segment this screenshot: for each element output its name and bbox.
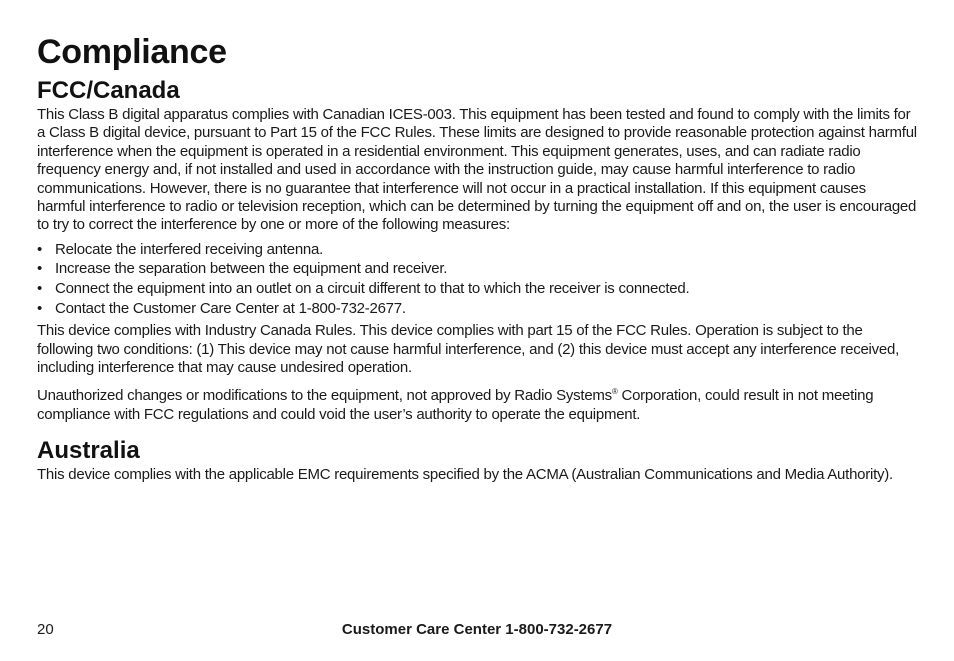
bullet-icon: • <box>37 299 43 317</box>
list-item-text: Increase the separation between the equipment and receiver. <box>55 260 448 278</box>
list-item-text: Connect the equipment into an outlet on a circuit different to that to which the receiver is connected. <box>55 280 690 298</box>
unauthorized-changes-paragraph <box>37 387 917 424</box>
registered-mark: ® <box>611 387 618 397</box>
bullet-icon: • <box>37 280 43 298</box>
list-item-text: Contact the Customer Care Center at 1-800-732-2677. <box>55 299 406 317</box>
page-number: 20 <box>37 621 54 638</box>
australia-paragraph: This device complies with the applicable EMC requirements specified by the ACMA (Australian Communications and Media Authority). <box>37 466 893 484</box>
footer-contact: Customer Care Center 1-800-732-2677 <box>341 621 613 638</box>
industry-canada-paragraph: This device complies with Industry Canada Rules. This device complies with part 15 of the FCC Rules. Operation is subject to the following two conditions: (1) This device may not cause harmful interference, and (2) this device must accept any interference received, including interference that may cause undesired operation. <box>37 322 899 377</box>
list-item <box>37 279 917 299</box>
list-item <box>37 259 917 279</box>
unauthorized-text-start: Unauthorized changes or modifications to the equipment, not approved by Radio Systems <box>37 387 612 405</box>
unauthorized-text-end: Corporation, could result in not meeting compliance with FCC regulations and could void the user’s authority to operate the equipment. <box>37 387 874 423</box>
list-item-text: Relocate the interfered receiving antenna. <box>55 240 324 258</box>
list-item <box>37 299 917 319</box>
interference-measures-list <box>37 240 917 318</box>
fcc-canada-heading: FCC/Canada <box>37 77 180 104</box>
bullet-icon: • <box>37 240 43 258</box>
list-item <box>37 240 917 260</box>
bullet-icon: • <box>37 260 43 278</box>
page-title: Compliance <box>37 33 227 71</box>
australia-heading: Australia <box>37 437 140 465</box>
fcc-intro-paragraph: This Class B digital apparatus complies with Canadian ICES-003. This equipment has been tested and found to comply with the limits for a Class B digital device, pursuant to Part 15 of the FCC Rules. These limits are designed to provide reasonable protection against harmful interference when the equipment is operated in a residential environment. This equipment generates, uses, and can radiate radio frequency energy and, if not installed and used in accordance with the instruction guide, may cause harmful interference to radio communications. However, there is no guarantee that interference will not occur in a practical installation. If this equipment causes harmful interference to radio or television reception, which can be determined by turning the equipment off and on, the user is encouraged to try to correct the interference by one or more of the following measures: <box>37 106 917 234</box>
document-page <box>37 30 917 485</box>
